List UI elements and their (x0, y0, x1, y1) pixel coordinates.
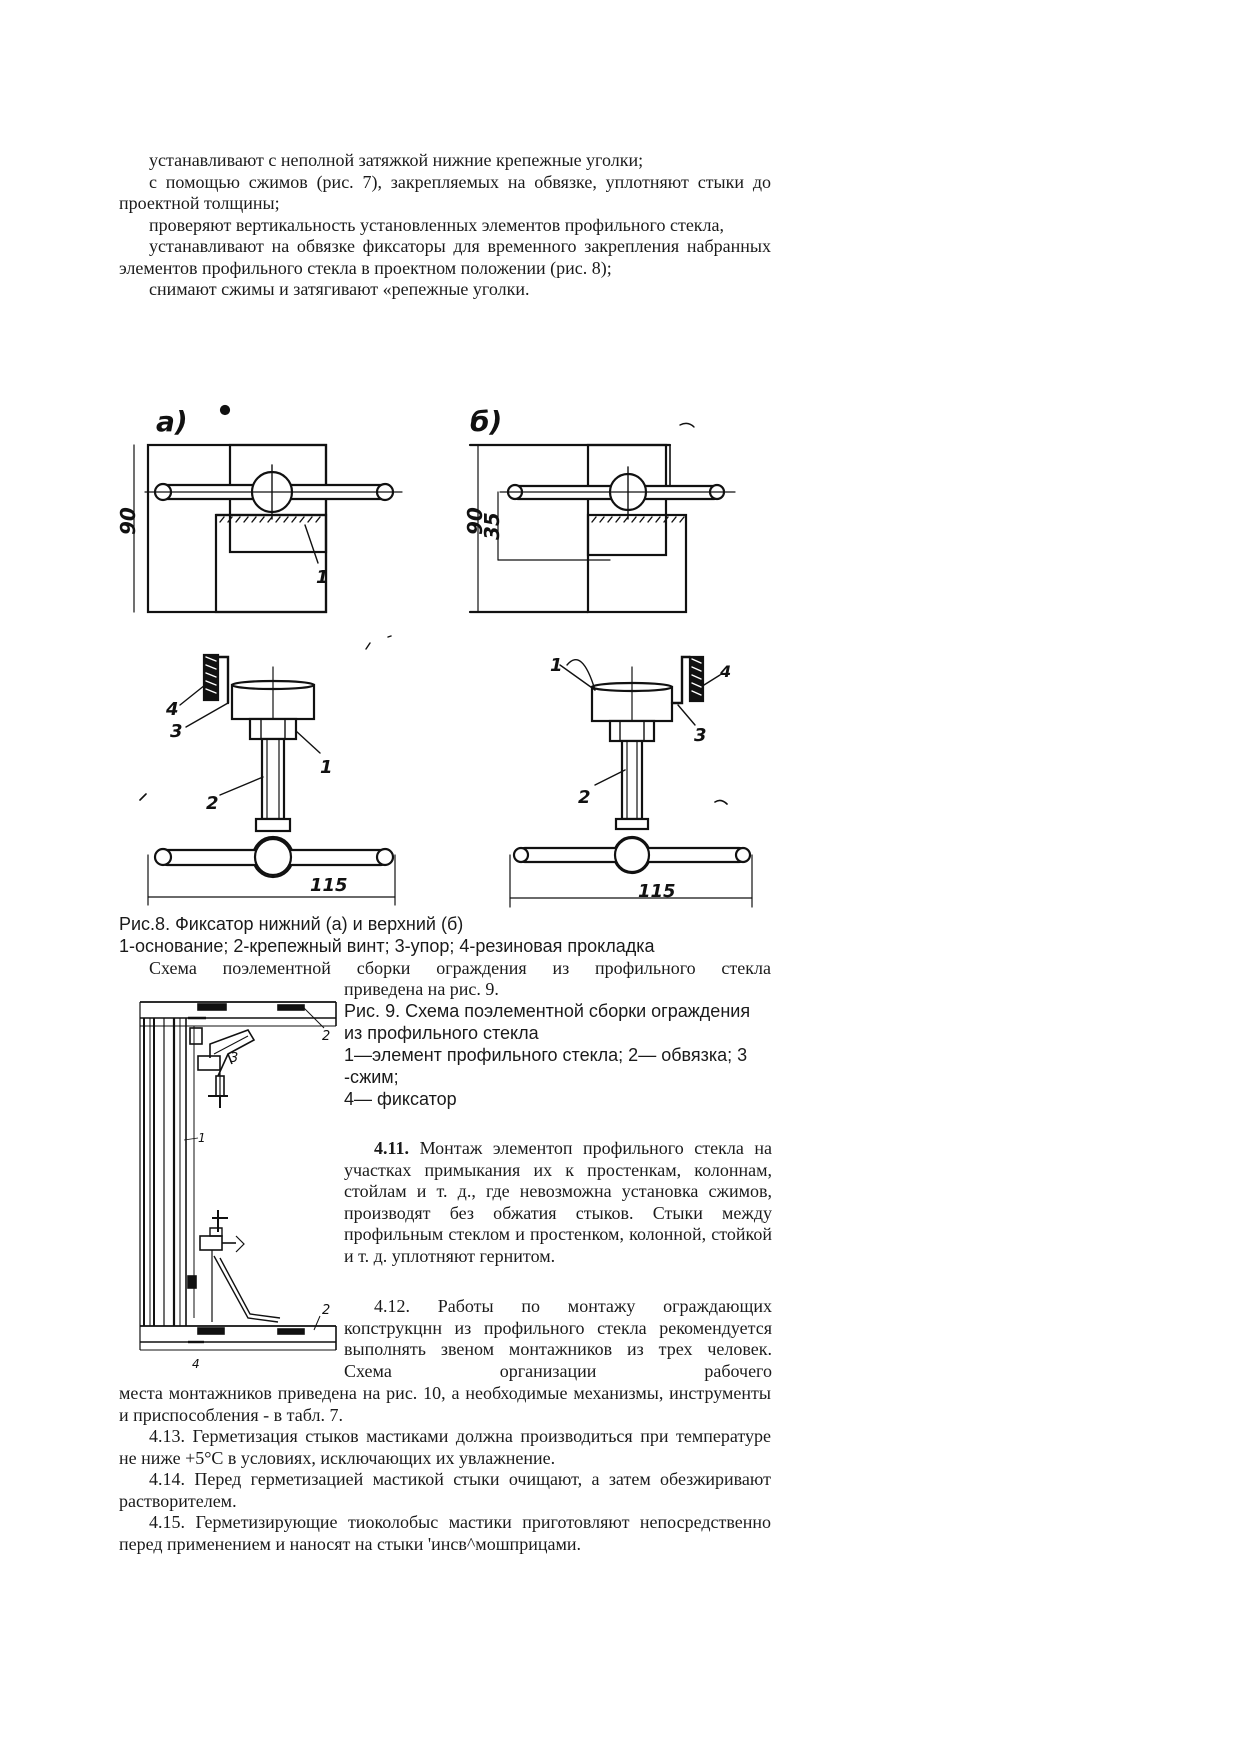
callout-2: 2 (206, 793, 219, 814)
callout-2: 2 (322, 1029, 331, 1044)
paragraph-4-14: 4.14. Перед герметизацией мастикой стыки очищают, а затем обезжиривают растворителем. (119, 1469, 771, 1511)
figure-8-caption: Рис.8. Фиксатор нижний (а) и верхний (б) (119, 914, 464, 934)
callout-4: 4 (720, 662, 732, 681)
top-text-block (119, 150, 771, 301)
paragraph-4-11 (344, 1138, 772, 1267)
callout-4: 4 (166, 699, 179, 720)
callout-4: 4 (192, 1357, 200, 1371)
fixator-a-plan (116, 405, 402, 612)
paragraph: с помощью сжимов (рис. 7), закрепляемых на обвязке, уплотняют стыки до проектной толщины; (119, 171, 771, 213)
dim-35: 35 (480, 512, 504, 540)
dim-115-b: 115 (638, 881, 676, 902)
bottom-text-block (119, 1383, 771, 1555)
dim-115-a: 115 (310, 875, 348, 896)
paragraph-number: 4.11. (374, 1138, 410, 1158)
callout-3: 3 (170, 721, 183, 742)
paragraph-4-15: 4.15. Герметизирующие тиоколобыс мастики приготовляют непосредственно перед применением и наносят на стыки 'инсв^мошприцами. (119, 1512, 771, 1554)
figure-9-legend-line1: 1—элемент профильного стекла; 2— обвязка; 3 -сжим; (344, 1045, 748, 1087)
callout-2: 2 (322, 1303, 331, 1318)
callout-2: 2 (578, 787, 591, 808)
callout-1: 1 (316, 567, 329, 588)
label-b: б) (470, 405, 503, 438)
label-a: а) (156, 405, 188, 438)
fixator-a-elevation (148, 655, 395, 905)
dim-90-b: 90 (463, 507, 487, 535)
figure-9-caption: Рис. 9. Схема поэлементной сборки ограждения из профильного стекла (344, 1001, 751, 1043)
callout-1: 1 (550, 655, 563, 676)
paragraph-4-12-continued: места монтажников приведена на рис. 10, а необходимые механизмы, инструменты и приспособления - в табл. 7. (119, 1383, 771, 1425)
fixator-b-elevation (510, 655, 752, 907)
scheme-intro-line2: приведена на рис. 9. (344, 979, 499, 999)
paragraph: устанавливают с неполной затяжкой нижние крепежные уголки; (149, 150, 644, 170)
paragraph: устанавливают на обвязке фиксаторы для временного закрепления набранных элементов профильного стекла в проектном положении (рис. 8); (119, 236, 771, 278)
paragraph: проверяют вертикальность установленных элементов профильного стекла, (149, 214, 725, 235)
figure-9-legend-line2: 4— фиксатор (344, 1089, 457, 1109)
callout-1: 1 (198, 1131, 206, 1145)
paragraph-text: Монтаж элементоп профильного стекла на участках примыкания их к простенкам, колоннам, стойлам и т. д., где невозможна установка сжимов, производят без обжатия стыков. Стыки между профильным стеклом и простенком, колонной, стойкой и т. д. уплотняют гернитом. (344, 1138, 773, 1266)
callout-3: 3 (230, 1051, 239, 1066)
dim-90-a: 90 (116, 507, 140, 535)
figure-8-legend: 1-основание; 2-крепежный винт; 3-упор; 4-резиновая прокладка (119, 936, 655, 956)
callout-1: 1 (320, 757, 333, 778)
scheme-intro-line1: Схема поэлементной сборки ограждения из профильного стекла (149, 958, 771, 978)
paragraph: снимают сжимы и затягивают «репежные уголки. (149, 279, 530, 299)
fixator-b-plan (463, 405, 735, 612)
figure-9-drawing (128, 996, 340, 1376)
paragraph-4-13: 4.13. Герметизация стыков мастиками должна производиться при температуре не ниже +5°С в условиях, исключающих их увлажнение. (119, 1426, 771, 1468)
figure-8-drawing (116, 385, 780, 905)
paragraph-4-12-narrow: 4.12. Работы по монтажу ограждающих копструкцнн из профильного стекла рекомендуется выполнять звеном монтажников из трех человек. Схема организации рабочего (344, 1296, 772, 1381)
callout-3: 3 (694, 725, 707, 746)
